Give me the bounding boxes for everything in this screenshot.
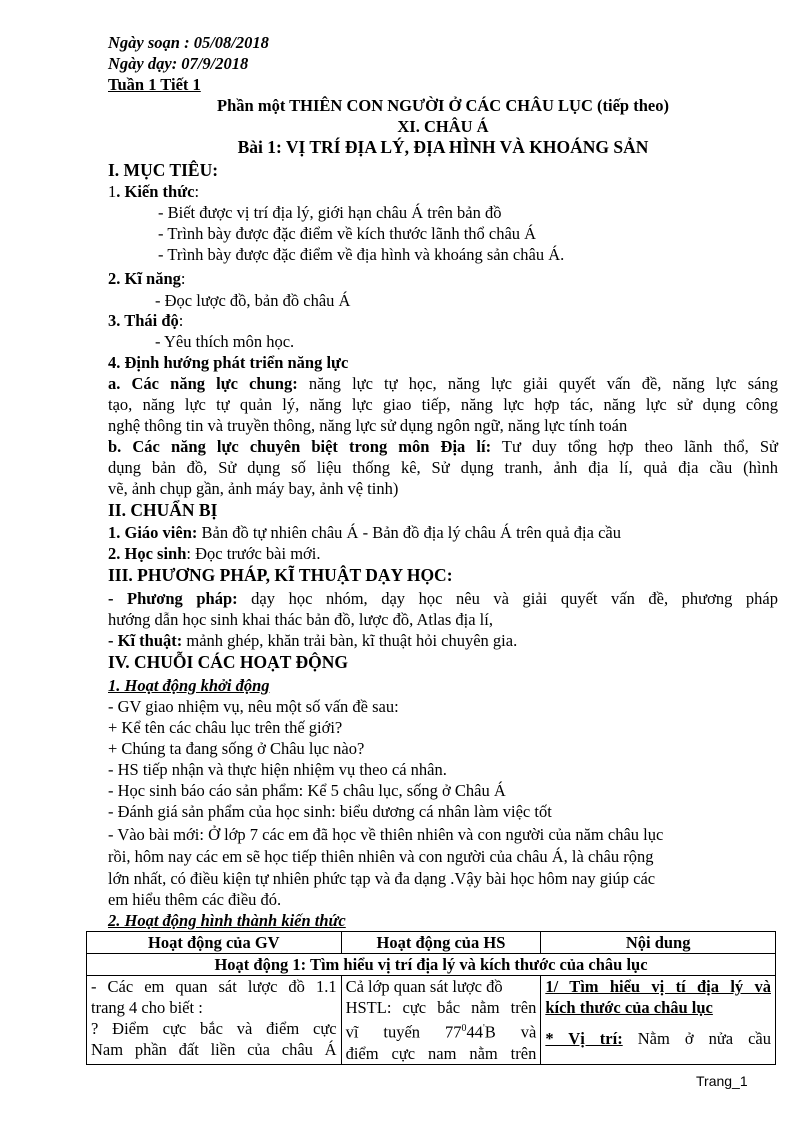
khoi-dong-line: - Vào bài mới: Ở lớp 7 các em đã học về thiên nhiên và con người của năm châu lục xyxy=(108,825,664,844)
gv-line: trang 4 cho biết : xyxy=(91,998,203,1017)
section-phuong-phap: III. PHƯƠNG PHÁP, KĨ THUẬT DẠY HỌC: xyxy=(108,565,453,585)
phuong-phap-line: hướng dẫn học sinh khai thác bản đồ, lược đồ, Atlas địa lí, xyxy=(108,610,493,629)
header-noi-dung: Nội dung xyxy=(541,932,776,954)
nang-luc-chuyen-line: b. Các năng lực chuyên biệt trong môn Địa lí: Tư duy tổng hợp theo lãnh thổ, Sử xyxy=(108,437,778,456)
khoi-dong-heading: 1. Hoạt động khởi động xyxy=(108,676,270,695)
tuan-tiet: Tuần 1 Tiết 1 xyxy=(108,75,201,94)
nang-luc-chung-line: a. Các năng lực chung: năng lực tự học, năng lực giải quyết vấn đề, năng lực sáng xyxy=(108,374,778,393)
activity-title: Hoạt động 1: Tìm hiểu vị trí địa lý và kích thước của châu lục xyxy=(87,954,776,976)
hs-line: điểm cực nam nằm trên xyxy=(345,1043,537,1063)
khoi-dong-line: - GV giao nhiệm vụ, nêu một số vấn đề sau: xyxy=(108,697,399,716)
table-activity-row xyxy=(87,954,776,976)
lesson-title: Bài 1: VỊ TRÍ ĐỊA LÝ, ĐỊA HÌNH VÀ KHOÁNG SẢN xyxy=(237,137,649,157)
noi-dung-cell xyxy=(541,976,776,1065)
ki-nang-item: - Đọc lược đồ, bản đồ châu Á xyxy=(155,291,351,310)
nang-luc-chuyen-line: vẽ, ảnh chụp gần, ảnh máy bay, ảnh vệ tinh) xyxy=(108,479,399,498)
ngay-day: Ngày dạy: 07/9/2018 xyxy=(108,54,249,73)
nang-luc-chung-line: tạo, năng lực tự quản lý, năng lực giao tiếp, năng lực hợp tác, năng lực sử dụng công xyxy=(108,395,778,414)
ki-thuat-line: - Kĩ thuật: mảnh ghép, khăn trải bàn, kĩ thuật hỏi chuyên gia. xyxy=(108,631,518,650)
table-row xyxy=(87,976,776,1065)
hs-line: HSTL: cực bắc nằm trên xyxy=(345,998,537,1017)
gv-line: ? Điểm cực bắc và điểm cực xyxy=(91,1019,337,1038)
kien-thuc-heading: 1. Kiến thức: xyxy=(108,182,200,201)
activity-table xyxy=(86,931,776,1065)
hoc-sinh-line: 2. Học sinh: Đọc trước bài mới. xyxy=(108,544,321,563)
khoi-dong-line: + Chúng ta đang sống ở Châu lục nào? xyxy=(108,739,365,758)
section-muc-tieu: I. MỤC TIÊU: xyxy=(108,160,219,180)
nang-luc-chung-line: nghệ thông tin và truyền thông, năng lực sử dụng ngôn ngữ, năng lực tính toán xyxy=(108,416,628,435)
thai-do-item: - Yêu thích môn học. xyxy=(155,332,295,351)
thai-do-heading: 3. Thái độ: xyxy=(108,311,184,330)
phuong-phap-line: - Phương pháp: dạy học nhóm, dạy học nêu và giải quyết vấn đề, phương pháp xyxy=(108,589,778,608)
khoi-dong-line: lớn nhất, có điều kiện tự nhiên phức tạp và đa dạng .Vậy bài học hôm nay giúp các xyxy=(108,869,656,888)
nang-luc-chuyen-line: dụng bản đồ, Sử dụng số liệu thống kê, Sử dụng tranh, ảnh địa lí, quả địa cầu (hình xyxy=(108,458,778,477)
nd-line: 1/ Tìm hiểu vị tí địa lý và xyxy=(545,977,771,996)
kien-thuc-item: - Biết được vị trí địa lý, giới hạn châu Á trên bản đồ xyxy=(158,203,502,222)
nd-line: kích thước của châu lục xyxy=(545,998,713,1017)
ngay-soan: Ngày soạn : 05/08/2018 xyxy=(108,33,269,52)
header-gv: Hoạt động của GV xyxy=(87,932,342,954)
dinh-huong-heading: 4. Định hướng phát triển năng lực xyxy=(108,353,349,372)
chapter-title: XI. CHÂU Á xyxy=(397,117,489,136)
section-hoat-dong: IV. CHUỖI CÁC HOẠT ĐỘNG xyxy=(108,652,349,672)
khoi-dong-line: + Kể tên các châu lục trên thế giới? xyxy=(108,718,343,737)
kien-thuc-item: - Trình bày được đặc điểm về địa hình và khoáng sản châu Á. xyxy=(158,245,565,264)
page-number: Trang_1 xyxy=(696,1073,748,1089)
giao-vien-line: 1. Giáo viên: Bản đồ tự nhiên châu Á - Bản đồ địa lý châu Á trên quả địa cầu xyxy=(108,523,621,542)
gv-line: Nam phần đất liền của châu Á xyxy=(91,1040,337,1059)
nd-line: * Vị trí: Nằm ở nửa cầu xyxy=(545,1029,771,1048)
part-title: Phần một THIÊN CON NGƯỜI Ở CÁC CHÂU LỤC (tiếp theo) xyxy=(217,96,669,115)
gv-cell xyxy=(87,976,342,1065)
kien-thuc-item: - Trình bày được đặc điểm về kích thước lãnh thổ châu Á xyxy=(158,224,537,243)
khoi-dong-line: rồi, hôm nay các em sẽ học tiếp thiên nhiên và con người của châu Á, là châu rộng xyxy=(108,847,654,866)
khoi-dong-line: - Đánh giá sản phẩm của học sinh: biểu dương cá nhân làm việc tốt xyxy=(108,802,552,821)
hs-line: vĩ tuyến $77^044'B$ và xyxy=(345,1022,537,1042)
hinh-thanh-heading: 2. Hoạt động hình thành kiến thức xyxy=(108,911,346,930)
khoi-dong-line: - Học sinh báo cáo sản phẩm: Kể 5 châu lục, sống ở Châu Á xyxy=(108,781,506,800)
khoi-dong-line: em hiểu thêm các điều đó. xyxy=(108,890,282,909)
hs-line: Cả lớp quan sát lược đồ xyxy=(345,977,503,996)
table-header-row xyxy=(87,932,776,954)
ki-nang-heading: 2. Kĩ năng: xyxy=(108,269,186,288)
header-hs: Hoạt động của HS xyxy=(341,932,541,954)
section-chuan-bi: II. CHUẨN BỊ xyxy=(108,500,218,520)
hs-cell xyxy=(341,976,541,1065)
gv-line: - Các em quan sát lược đồ 1.1 xyxy=(91,977,337,996)
khoi-dong-line: - HS tiếp nhận và thực hiện nhiệm vụ theo cá nhân. xyxy=(108,760,447,779)
